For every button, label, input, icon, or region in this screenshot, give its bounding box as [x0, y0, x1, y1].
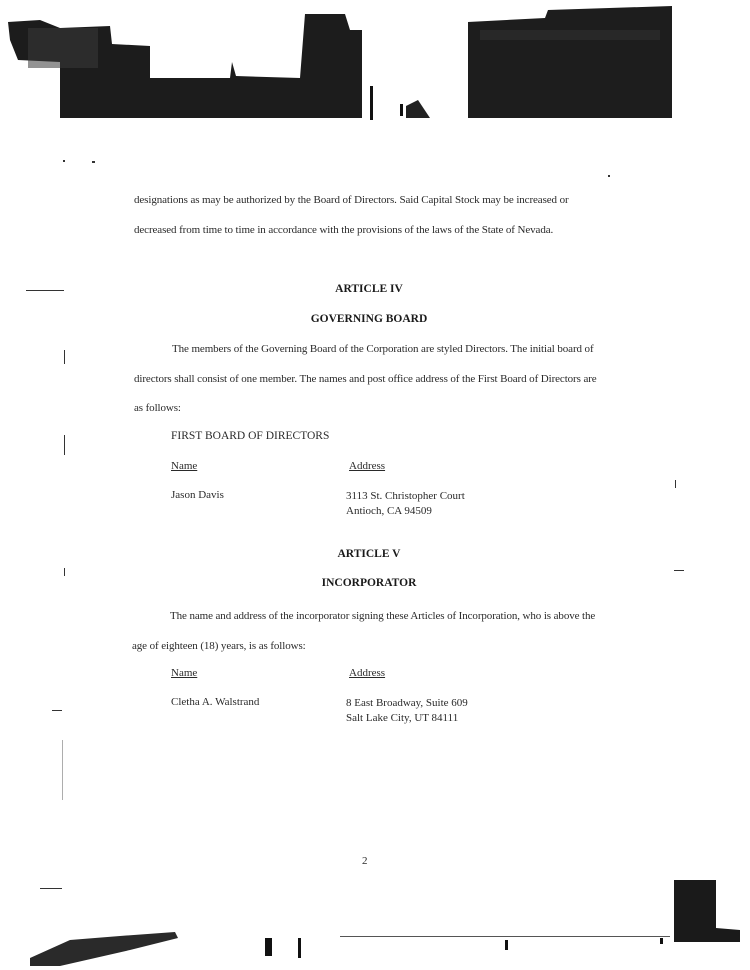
scan-line: [674, 570, 684, 571]
governing-board-heading: GOVERNING BOARD: [310, 313, 428, 325]
first-board-title: FIRST BOARD OF DIRECTORS: [171, 430, 330, 442]
director-name: Jason Davis: [171, 489, 224, 501]
incorporator-paragraph: [132, 602, 606, 661]
incorporator-address-line2: Salt Lake City, UT 84111: [346, 712, 459, 724]
page-number: 2: [362, 855, 368, 867]
scan-speck: [92, 161, 95, 163]
incorporator-name-header: Name: [171, 667, 198, 679]
incorporator-address: [346, 696, 468, 726]
incorporator-heading: INCORPORATOR: [321, 577, 417, 589]
director-address-line2: Antioch, CA 94509: [346, 505, 432, 517]
scan-blotch-top-graphic: [0, 0, 750, 125]
incorporator-address-line1: 8 East Broadway, Suite 609: [346, 697, 468, 709]
governing-board-text: The members of the Governing Board of the Corporation are styled Directors. The initial board of directors shall consist of one member. The names and post office address of the First Board of Directors are as follows:: [134, 343, 597, 414]
scan-line: [62, 740, 63, 800]
governing-board-paragraph: [134, 335, 604, 424]
capital-stock-paragraph: designations as may be authorized by the Board of Directors. Said Capital Stock may be increased or decreased from time to time in accordance with the provisions of the laws of the State of Nevada.: [134, 194, 569, 236]
scan-speck: [63, 160, 65, 162]
scan-speck: [608, 175, 610, 177]
address-column-header: Address: [349, 460, 386, 472]
scan-line: [52, 710, 62, 711]
name-column-header: Name: [171, 460, 198, 472]
director-address-line1: 3113 St. Christopher Court: [346, 490, 465, 502]
incorporator-address-header: Address: [349, 667, 386, 679]
scan-line: [26, 290, 64, 291]
incorporator-name: Cletha A. Walstrand: [171, 696, 260, 708]
scan-speck: [675, 480, 676, 488]
scan-blotch-bottom-graphic: [0, 880, 750, 970]
article-v-heading: ARTICLE V: [337, 548, 401, 560]
article-iv-heading: ARTICLE IV: [335, 283, 403, 295]
scan-line: [64, 568, 65, 576]
director-address: [346, 489, 465, 519]
scan-line: [64, 350, 65, 364]
scan-line: [64, 435, 65, 455]
incorporator-text: The name and address of the incorporator signing these Articles of Incorporation, who is above the age of eighteen (18) years, is as follows:: [132, 610, 596, 652]
